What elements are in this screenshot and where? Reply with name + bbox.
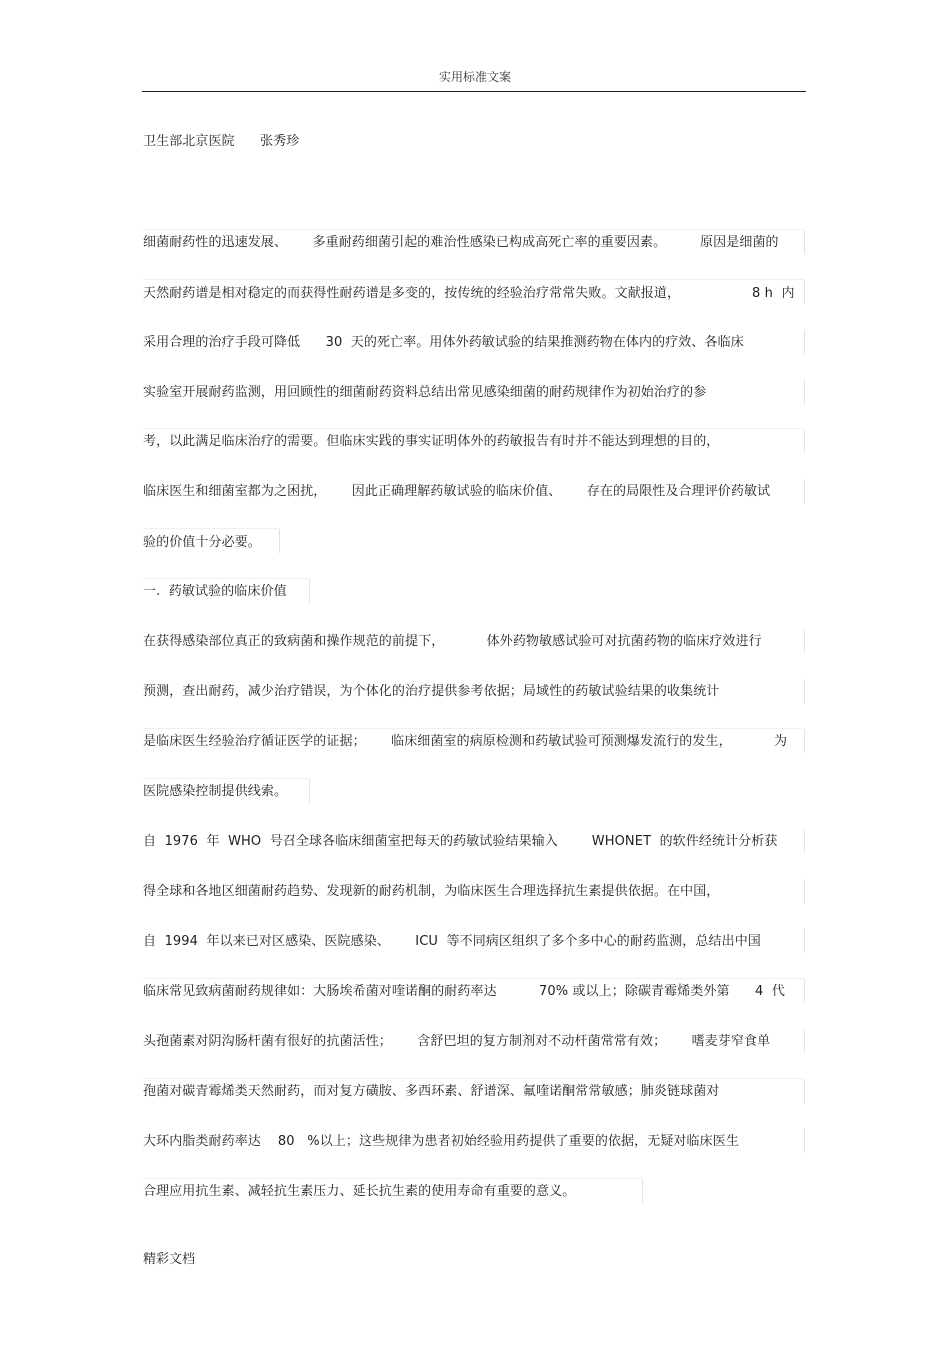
text-line-14: 得全球和各地区细菌耐药趋势、发现新的耐药机制，为临床医生合理选择抗生素提供依据。在中国，	[143, 884, 720, 899]
text-line-18: 孢菌对碳青霉烯类天然耐药，而对复方磺胺、多西环素、舒谱深、氟喹诺酮常常敏感；肺炎链球菌对	[143, 1084, 720, 1099]
cell-border	[309, 779, 310, 803]
cell-border	[804, 1129, 805, 1153]
cell-border	[143, 728, 804, 729]
cell-border	[642, 1179, 643, 1203]
cell-border	[143, 578, 309, 579]
cell-border	[279, 529, 280, 553]
text-line-4: 实验室开展耐药监测，用回顾性的细菌耐药资料总结出常见感染细菌的耐药规律作为初始治疗的参	[143, 385, 707, 400]
text-line-15: 自 1994 年以来已对区感染、医院感染、 ICU 等不同病区组织了多个多中心的耐药监测，总结出中国	[143, 934, 761, 949]
text-line-3: 采用合理的治疗手段可降低 30 天的死亡率。用体外药敏试验的结果推测药物在体内的疗效、各临床	[143, 335, 744, 350]
cell-border	[804, 230, 805, 254]
cell-border	[143, 428, 804, 429]
cell-border	[804, 330, 805, 354]
cell-border	[143, 229, 804, 230]
text-line-7: 验的价值十分必要。	[143, 535, 261, 550]
cell-border	[804, 1079, 805, 1103]
text-line-11: 是临床医生经验治疗循证医学的证据； 临床细菌室的病原检测和药敏试验可预测爆发流行的发生， 为	[143, 734, 788, 749]
cell-border	[143, 1178, 642, 1179]
text-line-9: 在获得感染部位真正的致病菌和操作规范的前提下， 体外药物敏感试验可对抗菌药物的临床疗效进行	[143, 634, 762, 649]
cell-border	[804, 729, 805, 753]
cell-border	[804, 629, 805, 653]
text-line-12: 医院感染控制提供线索。	[143, 784, 288, 799]
cell-border	[804, 280, 805, 304]
cell-border	[143, 978, 804, 979]
text-line-2: 天然耐药谱是相对稳定的而获得性耐药谱是多变的，按传统的经验治疗常常失败。文献报道， 8 h 内	[143, 286, 795, 301]
text-line-19: 大环内脂类耐药率达 80 %以上；这些规律为患者初始经验用药提供了重要的依据，无疑对临床医生	[143, 1134, 739, 1149]
cell-border	[804, 429, 805, 453]
author-line: 卫生部北京医院 张秀珍	[143, 134, 300, 149]
cell-border	[143, 778, 309, 779]
cell-border	[143, 279, 804, 280]
page-header: 实用标准文案	[438, 70, 511, 84]
cell-border	[143, 1078, 804, 1079]
section-heading: 一. 药敏试验的临床价值	[143, 584, 287, 599]
text-line-16: 临床常见致病菌耐药规律如：大肠埃希菌对喹诺酮的耐药率达 70% 或以上；除碳青霉烯类外第 4 代	[143, 984, 785, 999]
cell-border	[309, 579, 310, 603]
cell-border	[804, 1029, 805, 1053]
page-footer: 精彩文档	[143, 1252, 196, 1267]
cell-border	[804, 879, 805, 903]
text-line-13: 自 1976 年 WHO 号召全球各临床细菌室把每天的药敏试验结果输入 WHONET 的软件经统计分析获	[143, 834, 778, 849]
cell-border	[804, 380, 805, 404]
text-line-1: 细菌耐药性的迅速发展、 多重耐药细菌引起的难治性感染已构成高死亡率的重要因素。 原因是细菌的	[143, 235, 779, 250]
text-line-20: 合理应用抗生素、减轻抗生素压力、延长抗生素的使用寿命有重要的意义。	[143, 1184, 576, 1199]
text-line-10: 预测，查出耐药，减少治疗错误，为个体化的治疗提供参考依据；局域性的药敏试验结果的收集统计	[143, 684, 720, 699]
header-rule	[142, 91, 806, 92]
cell-border	[804, 979, 805, 1003]
cell-border	[143, 528, 279, 529]
cell-border	[804, 929, 805, 953]
text-line-17: 头孢菌素对阴沟肠杆菌有很好的抗菌活性； 含舒巴坦的复方制剂对不动杆菌常常有效； 嗜麦芽窄食单	[143, 1034, 771, 1049]
cell-border	[804, 829, 805, 853]
text-line-6: 临床医生和细菌室都为之困扰， 因此正确理解药敏试验的临床价值、 存在的局限性及合理评价药敏试	[143, 484, 771, 499]
cell-border	[804, 679, 805, 703]
text-line-5: 考，以此满足临床治疗的需要。但临床实践的事实证明体外的药敏报告有时并不能达到理想的目的，	[143, 434, 720, 449]
cell-border	[804, 479, 805, 503]
